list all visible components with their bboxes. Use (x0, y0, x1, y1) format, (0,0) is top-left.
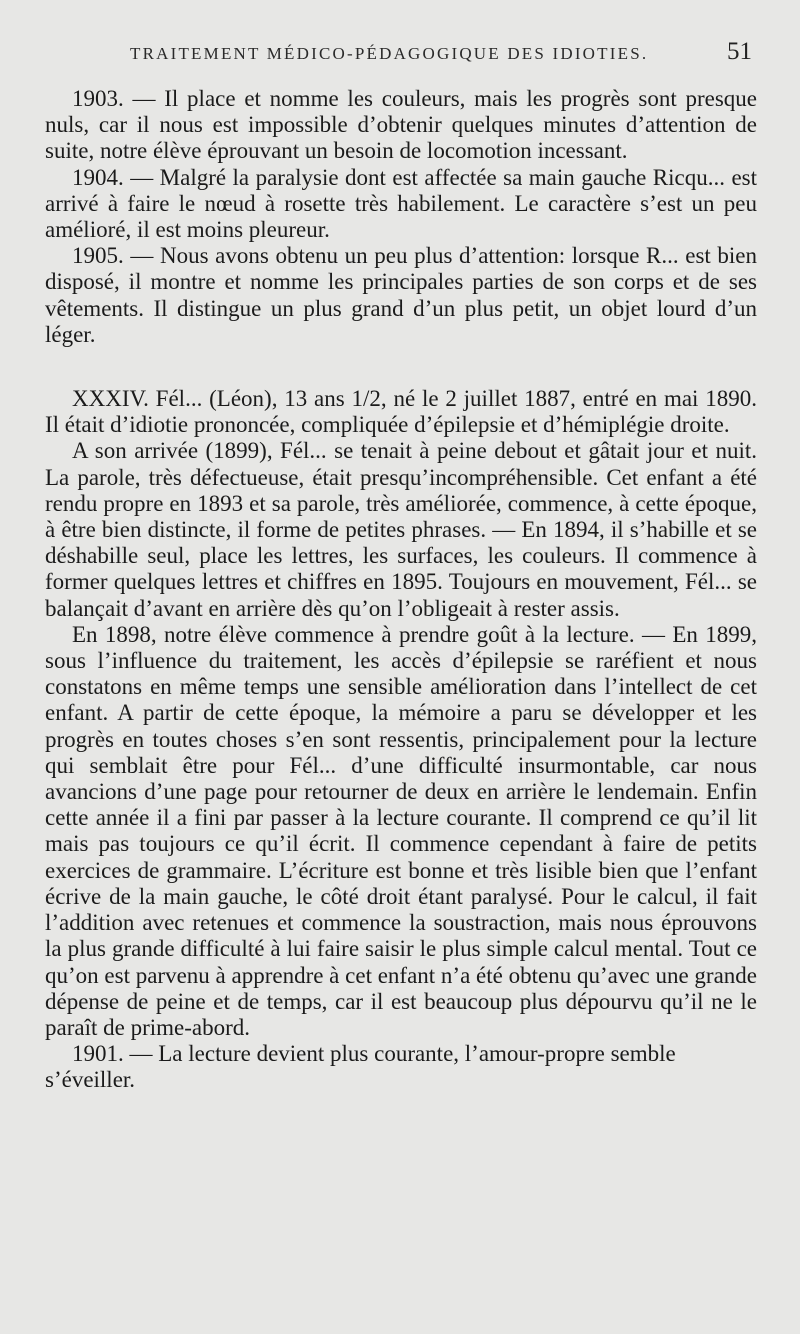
running-head: TRAITEMENT MÉDICO-PÉDAGOGIQUE DES IDIOTIES. (130, 44, 649, 63)
paragraph-1901: 1901. — La lecture devient plus courante, l’amour-propre semble s’éveiller. (45, 1041, 676, 1093)
paragraph-1904: 1904. — Malgré la paralysie dont est affectée sa main gauche Ricqu... est arrivé à faire le nœud à rosette très habilement. Le caractère s’est un peu amélioré, il est moins pleureur. (45, 164, 757, 243)
page-body (45, 86, 757, 1094)
paragraph-1898: En 1898, notre élève commence à prendre goût à la lecture. — En 1899, sous l’influence du traitement, les accès d’épilepsie se raréfient et nous constatons en même temps une sensible amélioration dans l’intellect de cet enfant. A partir de cette époque, la mémoire a paru se développer et les progrès en toutes choses s’en sont ressentis, principalement pour la lecture qui semblait être pour Fél... d’une difficulté insurmontable, car nous avancions d’une page pour retourner de deux en arrière le lendemain. Enfin cette année il a fini par passer à la lecture courante. Il comprend ce qu’il lit mais pas toujours ce qu’il écrit. Il commence cependant à faire de petits exercices de grammaire. L’écriture est bonne et très lisible bien que l’enfant écrive de la main gauche, le côté droit étant paralysé. Pour le calcul, il fait l’addition avec retenues et commence la soustraction, mais nous éprouvons la plus grande difficulté à lui faire saisir le plus simple calcul mental. Tout ce qu’on est parvenu à apprendre à cet enfant n’a été obtenu qu’avec une grande dépense de peine et de temps, car il est beaucoup plus dépourvu qu’il ne le paraît de prime-abord. (45, 621, 758, 1040)
paragraph-1905: 1905. — Nous avons obtenu un peu plus d’attention: lorsque R... est bien disposé, il montre et nomme les principales parties de son corps et de ses vêtements. Il distingue un plus grand d’un plus petit, un objet lourd d’un léger. (45, 243, 757, 347)
case-heading-xxxiv: XXXIV. Fél... (Léon), 13 ans 1/2, né le 2 juillet 1887, entré en mai 1890. Il était d’idiotie prononcée, compliquée d’épilepsie et d’hémiplégie droite. (45, 386, 757, 438)
page-header (0, 38, 800, 68)
paragraph-1903: 1903. — Il place et nomme les couleurs, mais les progrès sont presque nuls, car il nous est impossible d’obtenir quelques minutes d’attention de suite, notre élève éprouvant un besoin de locomotion incessant. (45, 86, 757, 164)
page-number: 51 (727, 38, 752, 65)
paragraph-arrival: A son arrivée (1899), Fél... se tenait à peine debout et gâtait jour et nuit. La parole, très défectueuse, était presqu’incompréhensible. Cet enfant a été rendu propre en 1893 et sa parole, très améliorée, commence, à cette époque, à être bien distincte, il forme de petites phrases. — En 1894, il s’habille et se déshabille seul, place les lettres, les surfaces, les couleurs. Il commence à former quelques lettres et chiffres en 1895. Toujours en mouvement, Fél... se balançait d’avant en arrière dès qu’on l’obligeait à rester assis. (45, 438, 757, 621)
